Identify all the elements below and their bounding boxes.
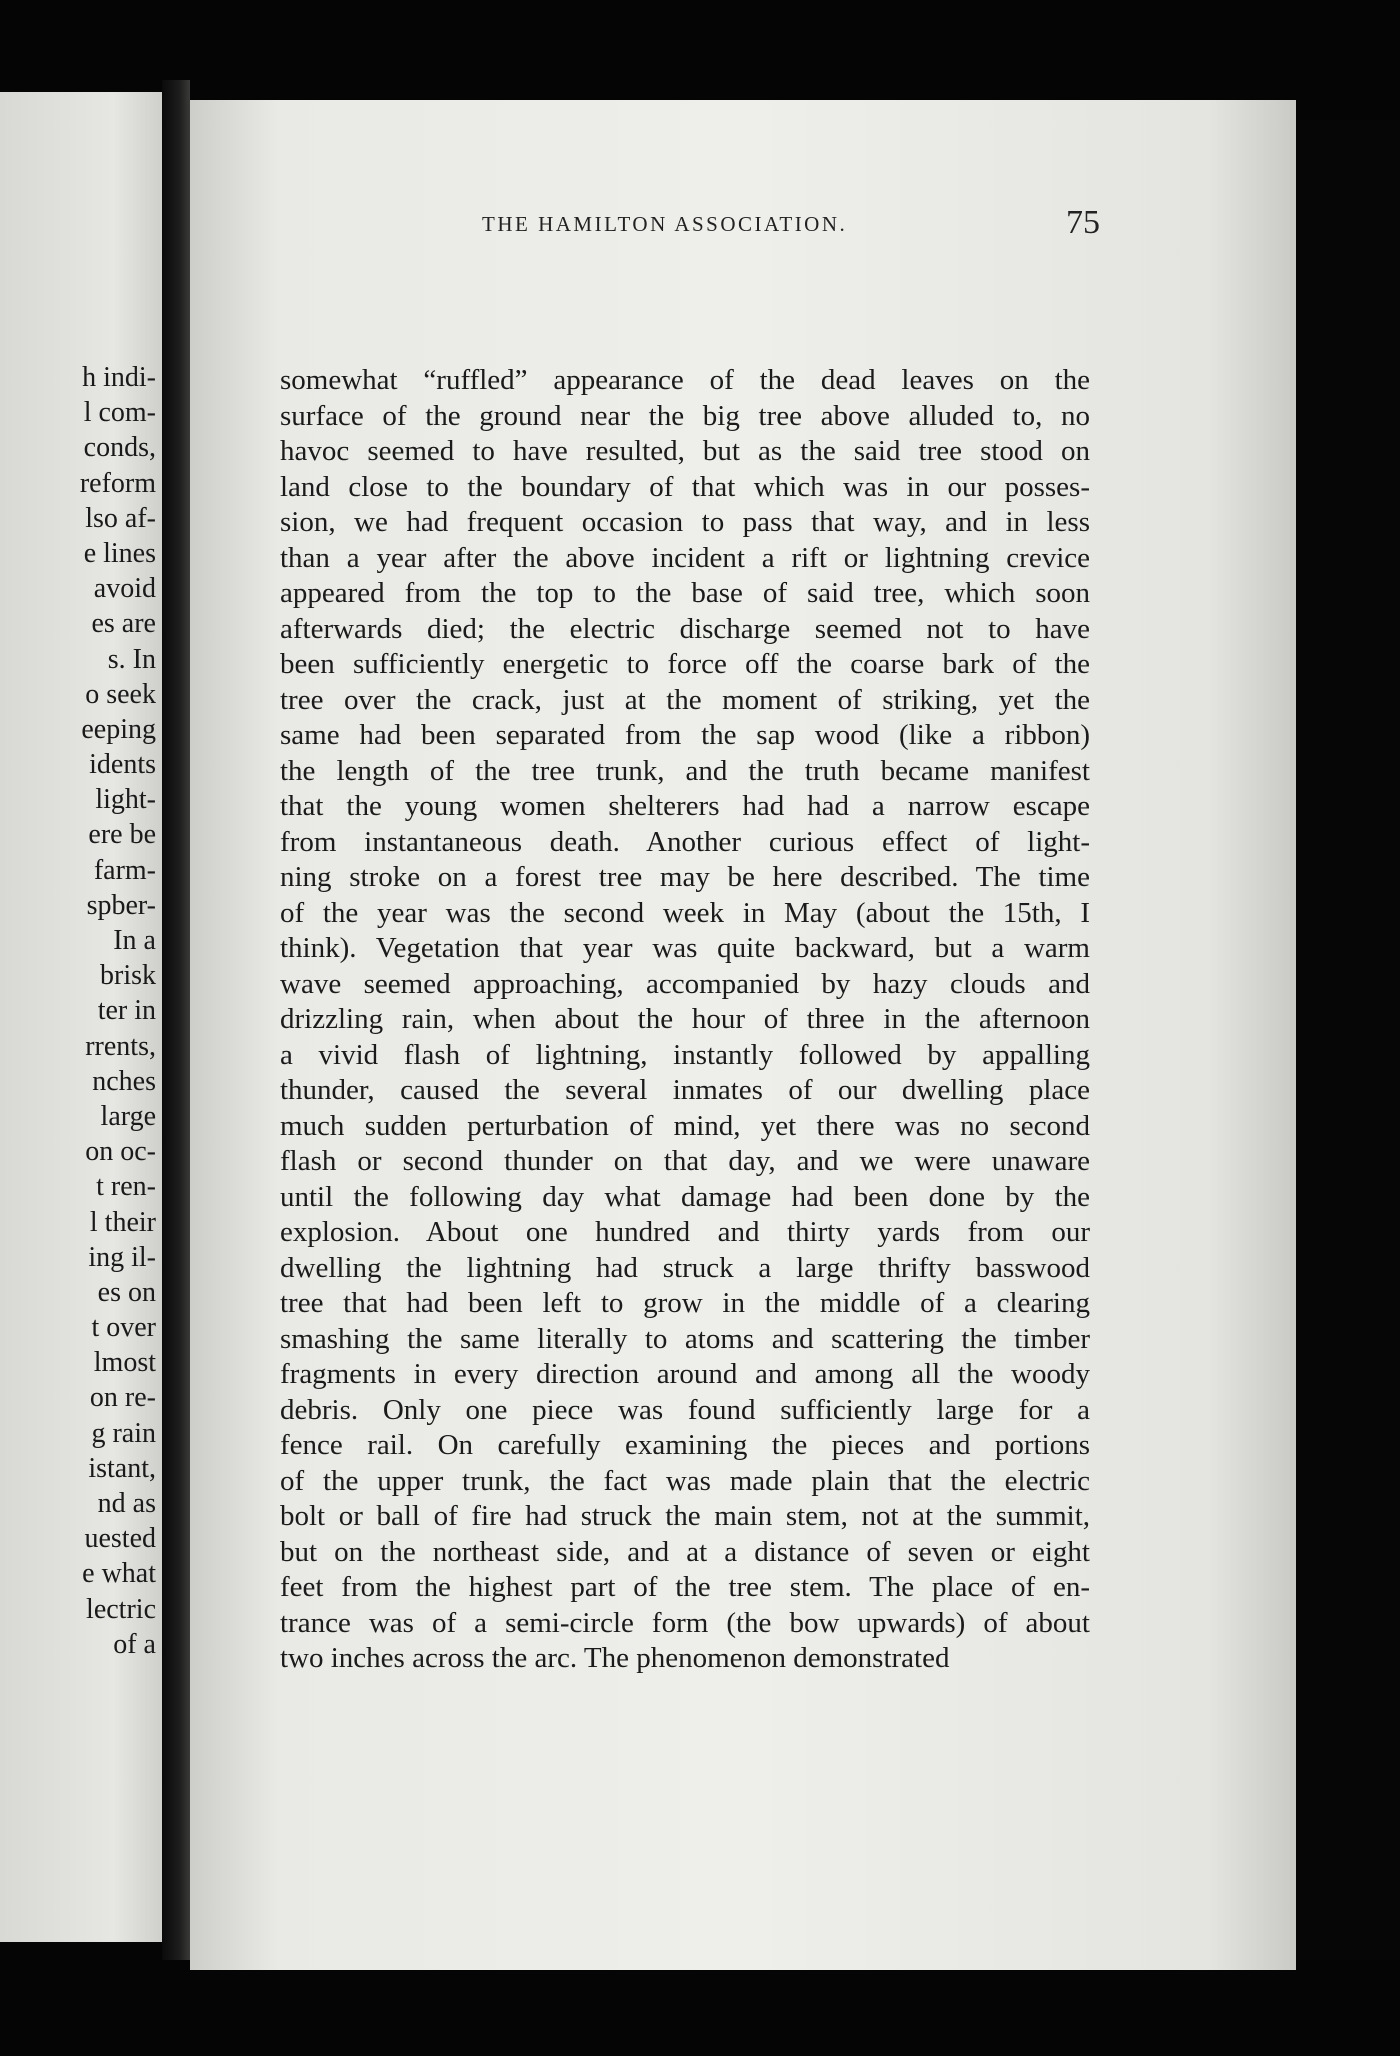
text-line: of the upper trunk, the fact was made plain that the electric — [280, 1464, 1090, 1497]
book-gutter — [162, 80, 190, 1960]
text-line: surface of the ground near the big tree above alluded to, no — [280, 399, 1090, 432]
running-head: THE HAMILTON ASSOCIATION. — [482, 212, 848, 236]
text-line: sion, we had frequent occasion to pass that way, and in less — [280, 506, 1090, 538]
text-line: ning stroke on a forest tree may be here described. The time — [280, 861, 1090, 893]
left-page-line: of a — [113, 1628, 156, 1660]
left-page-line: on oc- — [85, 1136, 156, 1168]
left-page-line: conds, — [83, 432, 156, 464]
left-page-line: farm- — [93, 854, 156, 886]
text-line: much sudden perturbation of mind, yet there was no second — [280, 1109, 1090, 1142]
text-line: a vivid flash of lightning, instantly followed by appalling — [280, 1038, 1090, 1071]
left-page-line: es are — [91, 608, 156, 640]
left-page-line: reform — [79, 467, 156, 499]
text-line: land close to the boundary of that which was in our posses- — [280, 470, 1090, 503]
text-line: thunder, caused the several inmates of our dwelling place — [280, 1074, 1090, 1106]
text-line: think). Vegetation that year was quite backward, but a warm — [280, 932, 1090, 964]
text-line: smashing the same literally to atoms and scattering the timber — [280, 1322, 1090, 1355]
text-line: bolt or ball of fire had struck the main stem, not at the summit, — [280, 1500, 1090, 1532]
text-line: been sufficiently energetic to force off the coarse bark of the — [280, 648, 1090, 680]
left-page-line: o seek — [85, 678, 156, 710]
text-line: flash or second thunder on that day, and we were unaware — [280, 1145, 1090, 1177]
left-page-text — [0, 360, 156, 1662]
left-page-line: lmost — [93, 1347, 156, 1379]
text-line: but on the northeast side, and at a distance of seven or eight — [280, 1535, 1090, 1568]
text-line: until the following day what damage had been done by the — [280, 1180, 1090, 1213]
text-line: two inches across the arc. The phenomenon demonstrated — [280, 1642, 950, 1674]
left-page-line: h indi- — [82, 362, 156, 393]
left-page-line: s. In — [107, 643, 156, 675]
text-line: that the young women shelterers had had a narrow escape — [280, 790, 1090, 822]
text-line: same had been separated from the sap wood (like a ribbon) — [280, 719, 1090, 751]
text-line: the length of the tree trunk, and the truth became manifest — [280, 754, 1090, 787]
page-number: 75 — [1066, 204, 1100, 241]
text-line: appeared from the top to the base of said tree, which soon — [280, 577, 1090, 609]
right-margin — [1296, 120, 1400, 1960]
left-page-line: uested — [84, 1523, 156, 1555]
left-page-line: large — [100, 1100, 156, 1132]
text-line: debris. Only one piece was found sufficiently large for a — [280, 1393, 1090, 1426]
text-line: of the year was the second week in May (about the 15th, I — [280, 896, 1090, 929]
left-page-line: t over — [91, 1312, 156, 1344]
left-page-line: idents — [89, 749, 156, 781]
left-page — [0, 92, 162, 1942]
left-page-line: t ren- — [96, 1171, 156, 1203]
text-line: than a year after the above incident a rift or lightning crevice — [280, 541, 1090, 574]
left-page-line: light- — [95, 784, 156, 816]
left-page-line: es on — [97, 1276, 156, 1308]
left-page-line: In a — [113, 925, 156, 956]
left-page-line: brisk — [100, 960, 156, 992]
left-page-line: e what — [82, 1558, 156, 1590]
left-page-line: rrents, — [85, 1030, 156, 1062]
text-line: tree over the crack, just at the moment of striking, yet the — [280, 683, 1090, 716]
left-page-line: eeping — [81, 713, 156, 745]
left-page-line: nd as — [97, 1488, 156, 1519]
text-line: from instantaneous death. Another curious effect of light- — [280, 825, 1090, 858]
left-page-line: spber- — [86, 889, 156, 921]
text-line: tree that had been left to grow in the middle of a clearing — [280, 1287, 1090, 1319]
left-page-line: lso af- — [85, 502, 156, 534]
left-page-line: ter in — [97, 995, 156, 1027]
text-line: havoc seemed to have resulted, but as the said tree stood on — [280, 435, 1090, 467]
left-page-line: ere be — [88, 819, 156, 851]
text-line: fence rail. On carefully examining the pieces and portions — [280, 1429, 1090, 1461]
text-line: explosion. About one hundred and thirty yards from our — [280, 1216, 1090, 1248]
text-line: feet from the highest part of the tree stem. The place of en- — [280, 1571, 1090, 1603]
body-text — [280, 363, 1090, 1677]
left-page-line: ing il- — [88, 1241, 156, 1273]
text-line: somewhat “ruffled” appearance of the dead leaves on the — [280, 364, 1090, 396]
left-page-line: nches — [92, 1065, 156, 1097]
left-page-line: l their — [89, 1206, 156, 1238]
left-page-line: istant, — [88, 1452, 156, 1484]
page-header — [290, 204, 1100, 264]
left-page-line: avoid — [93, 573, 156, 605]
text-line: afterwards died; the electric discharge seemed not to have — [280, 612, 1090, 645]
text-line: fragments in every direction around and among all the woody — [280, 1358, 1090, 1390]
text-line: dwelling the lightning had struck a large thrifty basswood — [280, 1251, 1090, 1284]
left-page-line: lectric — [86, 1593, 156, 1625]
left-page-line: l com- — [83, 397, 156, 429]
left-page-line: e lines — [83, 537, 156, 569]
text-line: trance was of a semi-circle form (the bow upwards) of about — [280, 1606, 1090, 1639]
text-line: wave seemed approaching, accompanied by hazy clouds and — [280, 967, 1090, 1000]
text-line: drizzling rain, when about the hour of three in the afternoon — [280, 1003, 1090, 1035]
left-page-line: g rain — [91, 1417, 156, 1449]
left-page-line: on re- — [89, 1382, 156, 1414]
